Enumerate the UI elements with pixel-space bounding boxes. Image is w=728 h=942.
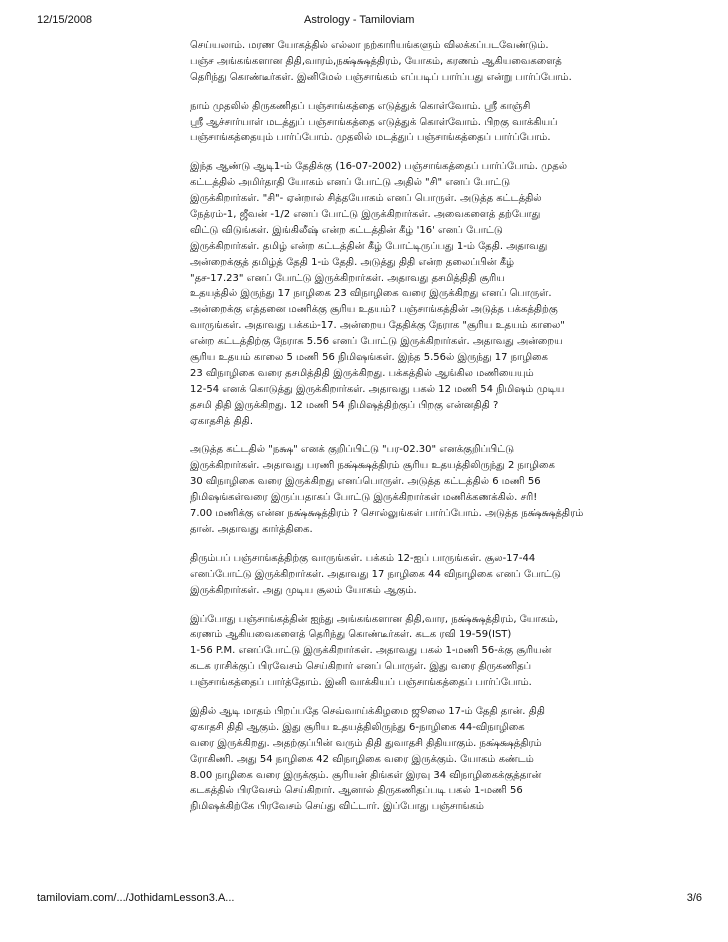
- text-line: ஏகாதசித் திதி.: [190, 415, 254, 427]
- text-line: ஸ்ரீ ஆச்சார்யாள் மடத்துப் பஞ்சாங்கத்தை எடுத்துக் கொள்வோம். பிறகு வாக்கியப்: [190, 116, 558, 128]
- text-line: ஏகாதசி திதி ஆகும். இது சூரிய உதயத்திலிருந்து 6-நாழிகை 44-விநாழிகை: [190, 721, 525, 733]
- text-line: கடக ராசிக்குப் பிரவேசம் செய்கிறார் எனப் பொருள். இது வரை திருகணிதப்: [190, 661, 532, 673]
- text-line: அடுத்த கட்டதில் "நக்ஷ" எனக் குறிப்பிட்டு "பர-02.30" எனக்குறிப்பிட்டு: [190, 444, 515, 456]
- text-line: 12-54 எனக் கொடுத்து இருக்கிறார்கள். அதாவது பகல் 12 மணி 54 நிமிஷம் முடிய: [190, 383, 565, 395]
- text-line: கடகத்தில் பிரவேசம் செய்கிறார். ஆனால் திருகணிதப்படி பகல் 1-மணி 56: [190, 785, 523, 797]
- text-line: செய்யலாம். மரண யோகத்தில் எல்லா நற்காரியங்களும் விலக்கப்படவேண்டும்.: [190, 40, 549, 51]
- footer-url: tamiloviam.com/.../JothidamLesson3.A...: [37, 892, 235, 904]
- text-line: தான். அதாவது கார்த்திகை.: [190, 523, 313, 535]
- text-line: வாருங்கள். அதாவது பக்கம்-17. அன்றைய தேதிக்கு நேராக "சூரிய உதயம் காலை": [190, 320, 565, 332]
- text-line: விட்டு விடுங்கள். இங்கிலீஷ் என்ற கட்டத்தின் கீழ் '16' எனப் போட்டு: [190, 224, 503, 236]
- text-line: இருக்கிறார்கள். "சி"- ஏன்றால் சித்தயோகம் எனப் பொருள். அடுத்த கட்டத்தில்: [190, 193, 542, 205]
- text-line: பஞ்சாங்கத்தைப் பார்த்தோம். இனி வாக்கியப் பஞ்சாங்கத்தைப் பார்ப்போம்.: [190, 677, 532, 689]
- text-line: தெரிந்து கொண்டீர்கள். இனிமேல் பஞ்சாங்கம் எப்படிப் பார்ப்பது என்று பார்ப்போம்.: [190, 71, 572, 83]
- text-line: நிமிஷக்கிற்கே பிரவேசம் செய்து விட்டார். இப்போது பஞ்சாங்கம்: [190, 801, 484, 813]
- text-line: இருக்கிறார்கள். அதாவது பரணி நக்ஷ்க்ஷத்திரம் சூரிய உதயத்திலிருந்து 2 நாழிகை: [190, 460, 555, 472]
- text-line: பஞ்சாங்கத்தையும் பார்ப்போம். முதலில் மடத்துப் பஞ்சாங்கத்தைப் பார்ப்போம்.: [190, 132, 551, 144]
- paragraph: [190, 159, 710, 429]
- text-line: எனப்போட்டு இருக்கிறார்கள். அதாவது 17 நாழிகை 44 விநாழிகை எனப் போட்டு: [190, 568, 561, 580]
- text-line: "தச-17.23" எனப் போட்டு இருக்கிறார்கள். அதாவது தசமித்திதி சூரிய: [190, 272, 505, 284]
- text-line: 7.00 மணிக்கு என்ன நக்ஷ்க்ஷத்திரம் ? சொல்லுங்கள் பார்ப்போம். அடுத்த நக்ஷ்க்ஷத்திரம்: [190, 508, 584, 520]
- text-line: உதயத்தில் இருந்து 17 நாழிகை 23 விநாழிகை வரை இருக்கிறது எனப் பொருள்.: [190, 288, 552, 300]
- article-body: [190, 38, 710, 828]
- text-line: நிமிஷங்கள்வரை இருப்பதாகப் போட்டு இருக்கிறார்கள் மணிக்கணக்கில். சரி!: [190, 492, 538, 504]
- text-line: அன்றைக்கு எத்தனை மணிக்கு சூரிய உதயம்? பஞ்சாங்கத்தின் அடுத்த பக்கத்திற்கு: [190, 304, 558, 316]
- text-line: இந்த ஆண்டு ஆடி1-ம் தேதிக்கு (16-07-2002) பஞ்சாங்கத்தைப் பார்ப்போம். முதல்: [190, 161, 568, 173]
- header-title: Astrology - Tamiloviam: [304, 14, 415, 26]
- text-line: வரை இருக்கிறது. அதற்குப்பின் வரும் திதி துவாதசி திதியாகும். நக்ஷ்க்ஷத்திரம்: [190, 737, 542, 749]
- text-line: நாம் முதலில் திருகணிதப் பஞ்சாங்கத்தை எடுத்துக் கொள்வோம். ஸ்ரீ காஞ்சி: [190, 100, 531, 112]
- text-line: 23 விநாழிகை வரை தசமித்திதி இருக்கிறது. பக்கத்தில் ஆங்கில மணியையும்: [190, 367, 534, 379]
- header-date: 12/15/2008: [37, 14, 93, 26]
- paragraph: [190, 704, 710, 815]
- text-line: 30 விநாழிகை வரை இருக்கிறது எனப்பொருள். அடுத்த கட்டத்தில் 6 மணி 56: [190, 476, 541, 488]
- text-line: பஞ்ச அங்கங்களான திதி,வாரம்,நக்ஷ்க்ஷத்திரம், யோகம், கரணம் ஆகியவைகளைத்: [190, 55, 562, 67]
- text-line: சூரிய உதயம் காலை 5 மணி 56 நிமிஷங்கள். இந்த 5.56ல் இருந்து 17 நாழிகை: [190, 352, 548, 364]
- paragraph: [190, 99, 710, 147]
- text-line: தசமி திதி இருக்கிறது. 12 மணி 54 நிமிஷத்திற்குப் பிறகு என்னதிதி ?: [190, 399, 499, 411]
- text-line: 8.00 நாழிகை வரை இருக்கும். சூரியன் திங்கள் இரவு 34 விநாழிகைக்குத்தான்: [190, 769, 542, 781]
- text-line: கரணம் ஆகியவைகளைத் தெரிந்து கொண்டீர்கள். கடக ரவி 19-59(IST): [190, 629, 512, 641]
- text-line: இருக்கிறார்கள். அது முடிய சூலம் யோகம் ஆகும்.: [190, 584, 417, 596]
- text-line: இப்போது பஞ்சாங்கத்தின் ஐந்து அங்கங்களான திதி,வார, நக்ஷ்க்ஷத்திரம், யோகம்,: [190, 613, 559, 625]
- text-line: இருக்கிறார்கள். தமிழ் என்ற கட்டத்தின் கீழ் போட்டிருப்பது 1-ம் தேதி. அதாவது: [190, 240, 548, 252]
- text-line: கட்டத்தில் அமிர்தாதி யோகம் எனப் போட்டு அதில் "சி" எனப் போட்டு: [190, 177, 511, 189]
- text-line: ரோகிணி. அது 54 நாழிகை 42 விநாழிகை வரை இருக்கும். யோகம் கண்டம்: [190, 753, 534, 765]
- paragraph: [190, 442, 710, 537]
- text-line: 1-56 P.M. எனப்போட்டு இருக்கிறார்கள். அதாவது பகல் 1-மணி 56-க்கு சூரியன்: [190, 645, 552, 657]
- text-line: அன்றைக்குத் தமிழ்த் தேதி 1-ம் தேதி. அடுத்து திதி என்ற தலைப்பின் கீழ்: [190, 256, 515, 268]
- paragraph: [190, 612, 710, 691]
- text-line: இதில் ஆடி மாதம் பிறப்பதே செவ்வாய்க்கிழமை ஜூலை 17-ம் தேதி தான். திதி: [190, 705, 545, 717]
- text-line: என்ற கட்டத்திற்கு நேராக 5.56 எனப் போட்டு இருக்கிறார்கள். அதாவது அன்றைய: [190, 336, 563, 348]
- footer-page-number: 3/6: [686, 892, 702, 904]
- paragraph: [190, 551, 710, 599]
- text-line: திரும்பப் பஞ்சாங்கத்திற்கு வாருங்கள். பக்கம் 12-ஐப் பாருங்கள். சூல-17-44: [190, 552, 536, 564]
- paragraph: [190, 38, 710, 86]
- text-line: நேத்ரம்-1, ஜீவன் -1/2 எனப் போட்டு இருக்கிறார்கள். அவைகளைத் தற்போது: [190, 209, 541, 221]
